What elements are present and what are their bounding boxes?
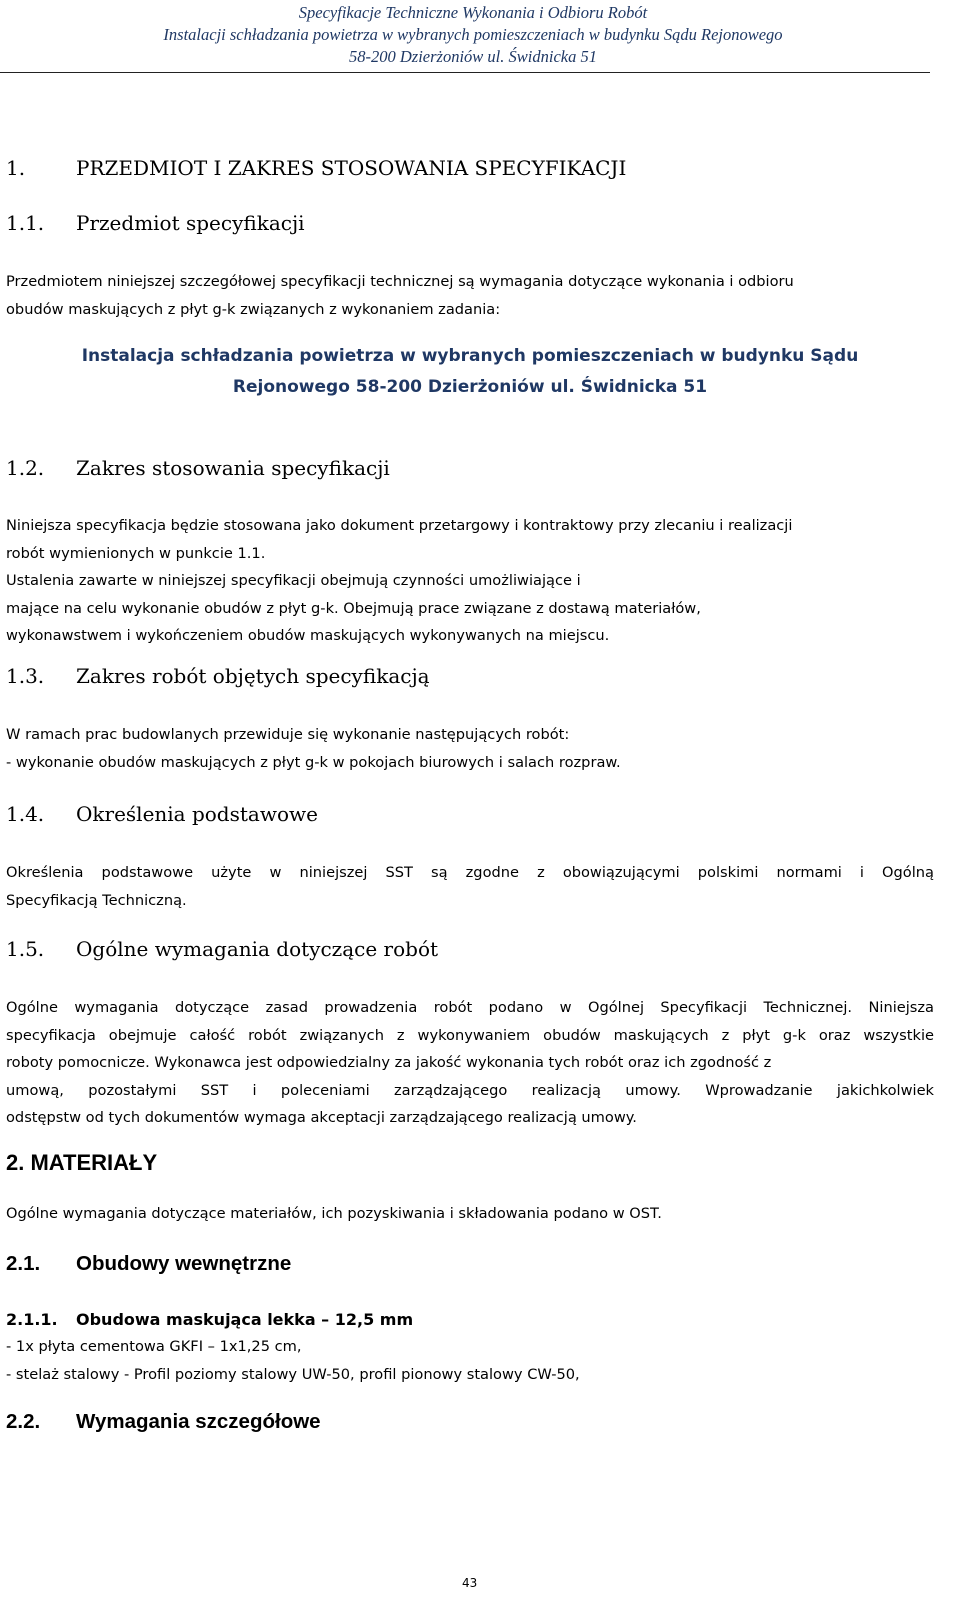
section-number: 1.2.: [6, 456, 45, 480]
text-line: umową, pozostałymi SST i poleceniami zarządzającego realizacją umowy. Wprowadzanie jakichkolwiek: [6, 1081, 934, 1099]
text-line: Ogólne wymagania dotyczące materiałów, ich pozyskiwania i składowania podano w OST.: [6, 1205, 662, 1222]
paragraph-1-3: [6, 721, 934, 776]
running-header: [0, 2, 946, 68]
text-line: obudów maskujących z płyt g-k związanych z wykonaniem zadania:: [6, 300, 501, 318]
text-line: Ogólne wymagania dotyczące zasad prowadzenia robót podano w Ogólnej Specyfikacji Technicznej. Niniejsza: [6, 999, 934, 1016]
text-line: Niniejsza specyfikacja będzie stosowana jako dokument przetargowy i kontraktowy przy zlecaniu i realizacji: [6, 517, 793, 534]
text-line: W ramach prac budowlanych przewiduje się wykonanie następujących robót:: [6, 726, 570, 743]
text-line: mające na celu wykonanie obudów z płyt g-k. Obejmują prace związane z dostawą materiałów,: [6, 599, 701, 617]
header-line-1: Specyfikacje Techniczne Wykonania i Odbioru Robót: [298, 3, 648, 22]
project-title-line: Instalacja schładzania powietrza w wybranych pomieszczeniach w budynku Sądu: [81, 346, 859, 366]
section-number: 2.1.1.: [6, 1310, 58, 1329]
text-line: specyfikacja obejmuje całość robót związanych z wykonywaniem obudów maskujących z płyt g-k oraz wszystkie: [6, 1026, 934, 1044]
section-title: Ogólne wymagania dotyczące robót: [76, 937, 439, 961]
text-line: odstępstw od tych dokumentów wymaga akceptacji zarządzającego realizacją umowy.: [6, 1109, 637, 1126]
paragraph-2-1-1: [6, 1333, 934, 1388]
section-number: 1.4.: [6, 802, 45, 826]
section-title: Przedmiot specyfikacji: [76, 211, 305, 235]
text-line: - wykonanie obudów maskujących z płyt g-k w pokojach biurowych i salach rozpraw.: [6, 753, 621, 771]
section-number: 2.2.: [6, 1410, 41, 1433]
section-number: 1.3.: [6, 664, 45, 688]
text-line: Specyfikacją Techniczną.: [6, 891, 187, 909]
section-title: Określenia podstawowe: [76, 802, 318, 826]
section-number: 1.: [6, 156, 26, 180]
section-title: PRZEDMIOT I ZAKRES STOSOWANIA SPECYFIKACJI: [76, 156, 627, 180]
header-rule: [0, 72, 930, 73]
section-number: 1.1.: [6, 211, 45, 235]
paragraph-1-4: [6, 859, 934, 914]
header-line-2: Instalacji schładzania powietrza w wybranych pomieszczeniach w budynku Sądu Rejonowego: [163, 25, 783, 44]
text-line: roboty pomocnicze. Wykonawca jest odpowiedzialny za jakość wykonania tych robót oraz ich zgodność z: [6, 1054, 772, 1071]
text-line: Określenia podstawowe użyte w niniejszej SST są zgodne z obowiązującymi polskimi normami i Ogólną: [6, 864, 934, 881]
paragraph-2: [6, 1200, 934, 1228]
page-number: 43: [462, 1576, 478, 1590]
paragraph-1-1: [6, 268, 934, 323]
paragraph-1-5: [6, 994, 934, 1132]
project-title-line: Rejonowego 58-200 Dzierżoniów ul. Świdnicka 51: [232, 377, 708, 397]
project-title: [6, 341, 934, 403]
section-title: Obudowy wewnętrzne: [76, 1252, 292, 1275]
section-title: Wymagania szczegółowe: [76, 1410, 321, 1433]
paragraph-1-2: [6, 512, 934, 650]
text-line: - 1x płyta cementowa GKFI – 1x1,25 cm,: [6, 1338, 302, 1355]
section-number: 2.1.: [6, 1252, 41, 1275]
section-2-heading: 2. MATERIAŁY: [6, 1150, 158, 1175]
text-line: Przedmiotem niniejszej szczegółowej specyfikacji technicznej są wymagania dotyczące wykonania i odbioru: [6, 273, 794, 290]
section-number: 1.5.: [6, 937, 45, 961]
section-title: Obudowa maskująca lekka – 12,5 mm: [76, 1310, 414, 1329]
section-title: Zakres robót objętych specyfikacją: [76, 664, 430, 688]
header-line-3: 58-200 Dzierżoniów ul. Świdnicka 51: [349, 47, 597, 66]
text-line: robót wymienionych w punkcie 1.1.: [6, 544, 266, 562]
section-title: Zakres stosowania specyfikacji: [76, 456, 390, 480]
text-line: wykonawstwem i wykończeniem obudów maskujących wykonywanych na miejscu.: [6, 627, 610, 644]
text-line: Ustalenia zawarte w niniejszej specyfikacji obejmują czynności umożliwiające i: [6, 572, 581, 589]
text-line: - stelaż stalowy - Profil poziomy stalowy UW-50, profil pionowy stalowy CW-50,: [6, 1365, 580, 1383]
